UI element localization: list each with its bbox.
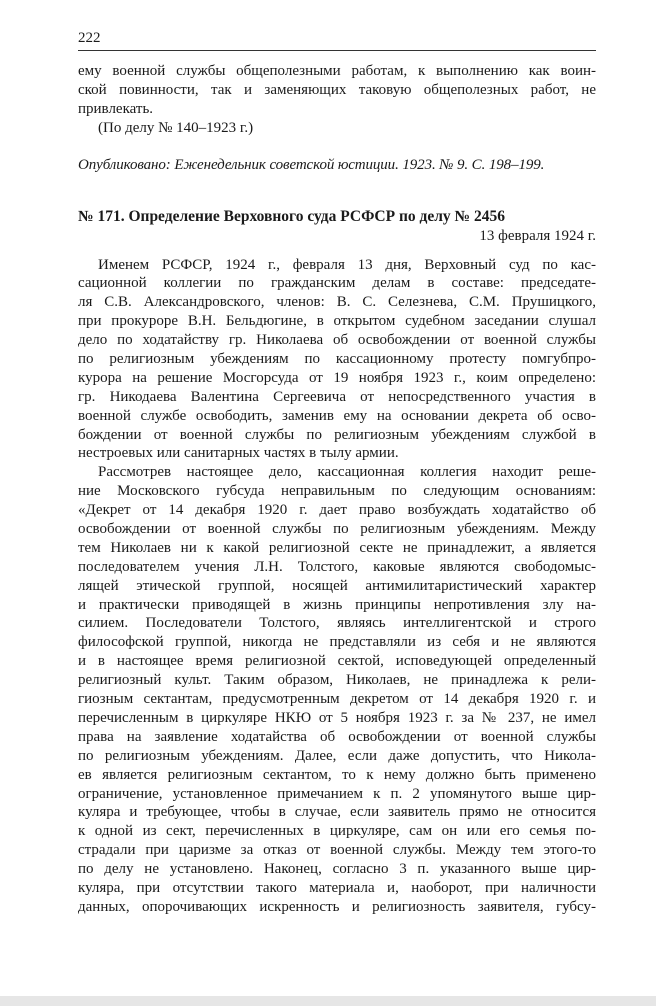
text-line: военной службе освободить, заменив ему на основании декрета об осво- — [78, 407, 596, 424]
text-line: страдали при царизме за отказ от военной службы. Между тем этого-то — [78, 842, 596, 859]
text-line: «Декрет от 14 декабря 1920 г. дает право возбуждать ходатайство об — [78, 502, 596, 519]
text-line: гиозным сектантам, предусмотренным декретом от 14 декабря 1920 г. и — [78, 691, 596, 708]
text-line: к одной из сект, перечисленных в циркуляре, сам он или его семья по- — [78, 823, 596, 840]
text-line: последователем учения Л.Н. Толстого, каковые являются свободомыс- — [78, 558, 596, 575]
text-line: религиозный культ. Таким образом, Николаев, не принадлежа к рели- — [78, 672, 596, 689]
paragraph-2 — [78, 463, 596, 916]
text-line: дело по ходатайству гр. Николаева об освобождении от военной службы — [78, 332, 596, 349]
text-line: ской повинности, так и заменяющих таковую общеполезных работ, не — [78, 81, 596, 98]
text-line: Именем РСФСР, 1924 г., февраля 13 дня, Верховный суд по кас- — [98, 256, 596, 273]
continuation-text — [78, 62, 596, 138]
text-line: курора на решение Мосгорсуда от 19 ноября 1923 г., коим определено: — [78, 369, 596, 386]
text-line: по религиозным убеждениям по кассационному протесту помгубпро- — [78, 351, 596, 368]
page-content — [78, 62, 596, 917]
text-line: привлекать. — [78, 100, 154, 117]
document-date: 13 февраля 1924 г. — [479, 227, 596, 244]
case-reference: (По делу № 140–1923 г.) — [98, 119, 254, 136]
text-line: куляра и требующее, чтобы в случае, если заявитель прямо не относится — [78, 804, 596, 821]
text-line: силием. Последователи Толстого, являясь интеллигентской и строго — [78, 615, 596, 632]
text-line: и в настоящее время религиозной сектой, исповедующей определенный — [78, 653, 596, 670]
text-line: перечисленным в циркуляре НКЮ от 5 ноября 1923 г. за № 237, не имел — [78, 709, 596, 726]
text-line: ев является религиозным сектантом, то к нему должно быть применено — [78, 766, 596, 783]
bottom-edge — [0, 996, 656, 1006]
text-line: нестроевых или санитарных частях в тылу армии. — [78, 445, 399, 462]
text-line: ему военной службы общеполезными работам, к выполнению как воин- — [78, 63, 596, 79]
text-line: бождении от военной службы по религиозным убеждениям службой в — [78, 426, 596, 443]
text-line: освобождении от военной службы по религиозным убеждениям. Между — [78, 521, 596, 538]
text-line: философской группой, никогда не представляли из себя и не являются — [78, 634, 596, 651]
text-line: по религиозным убеждениям. Далее, если даже допустить, что Никола- — [78, 747, 596, 764]
text-line: гр. Никодаева Валентина Сергеевича от непосредственного участия в — [78, 388, 596, 405]
text-line: куляра, при отсутствии такого материала и, наоборот, при наличности — [78, 879, 596, 896]
document-heading: № 171. Определение Верховного суда РСФСР по делу № 2456 — [78, 207, 505, 225]
text-line: при прокуроре В.Н. Бельдюгине, в открытом судебном заседании слушал — [78, 313, 596, 330]
text-line: по делу не установлено. Наконец, согласно 3 п. указанного выше цир- — [78, 861, 596, 878]
text-line: лящей этической группой, носящей антимилитаристический характер — [78, 577, 596, 594]
text-line: права на заявление ходатайства об освобождении от военной службы — [78, 728, 596, 745]
header-rule — [78, 50, 596, 51]
page-number: 222 — [78, 30, 101, 46]
text-line: ля С.В. Александровского, членов: В. С. Селезнева, С.М. Прушицкого, — [78, 294, 596, 311]
text-line: данных, опорочивающих искренность и религиозность заявителя, губсу- — [78, 898, 596, 915]
publication-citation: Опубликовано: Еженедельник советской юстиции. 1923. № 9. С. 198–199. — [78, 156, 545, 173]
text-line: Рассмотрев настоящее дело, кассационная коллегия находит реше- — [98, 464, 596, 481]
paragraph-1 — [78, 256, 596, 464]
text-line: тем Николаев ни к какой религиозной секте не принадлежит, а является — [78, 539, 596, 556]
text-line: и практически приводящей в жизнь принципы непротивления злу на- — [78, 596, 596, 613]
text-line: ограничение, установленное примечанием к п. 2 упомянутого выше цир- — [78, 785, 596, 802]
text-line: ние Московского губсуда неправильным по следующим основаниям: — [78, 483, 596, 500]
text-line: сационной коллегии по гражданским делам в составе: председате- — [78, 275, 596, 292]
